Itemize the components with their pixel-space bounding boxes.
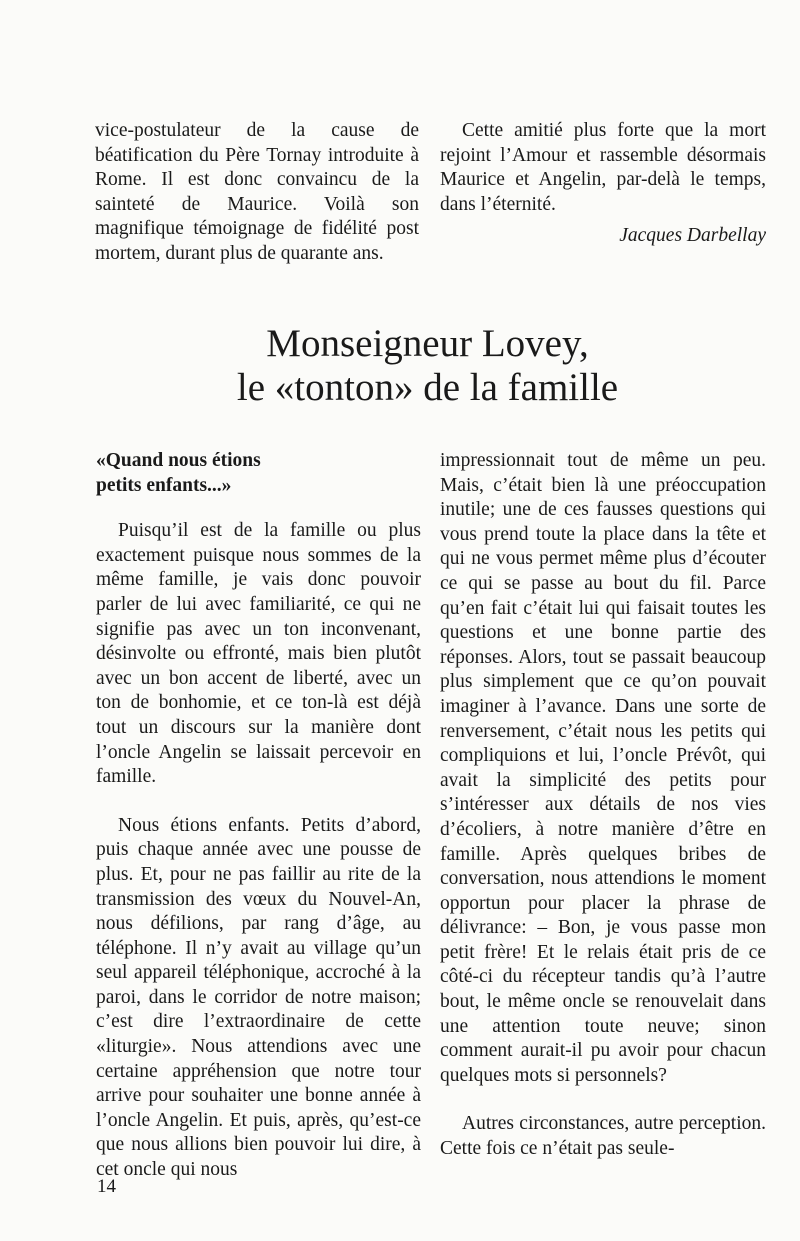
top-right-column — [440, 119, 766, 249]
paragraph-2: Nous étions enfants. Petits d’abord, puis chaque année avec une pousse de plus. Et, pour ne pas faillir au rite de la transmission des vœux du Nouvel-An, nous défilions, par rang d’âge, au téléphone. Il n’y avait au village qu’un seul appareil téléphonique, accroché à la paroi, dans le corridor de notre maison; c’est dire l’extraordinaire de cette «liturgie». Nous attendions avec une certaine appréhension que notre tour arrive pour souhaiter une bonne année à l’oncle Angelin. Et puis, après, qu’est-ce que nous allions bien pouvoir lui dire, à cet oncle qui nous — [96, 814, 421, 1181]
subheading-line1: «Quand nous étions — [96, 450, 261, 471]
article-title-line1: Monseigneur Lovey, — [266, 322, 589, 365]
article-right-column — [440, 449, 766, 1162]
subheading — [96, 449, 421, 498]
subheading-line2: petits enfants...» — [96, 474, 232, 496]
top-left-column — [95, 119, 419, 267]
article-left-column — [96, 449, 421, 1183]
signature: Jacques Darbellay — [619, 225, 766, 247]
top-left-paragraph: vice-postulateur de la cause de béatification du Père Tornay introduite à Rome. Il est donc convaincu de la sainteté de Maurice. Voilà son magnifique témoignage de fidélité post mortem, durant plus de quarante ans. — [95, 120, 419, 264]
paragraph-3: impressionnait tout de même un peu. Mais, c’était bien là une préoccupation inutile; une de ces fausses questions qui vous prend toute la place dans la tête et qui ne vous permet même plus d’écouter ce qui se passe au bout du fil. Parce qu’en fait c’était lui qui faisait toutes les questions et une bonne partie des réponses. Alors, tout se passait beaucoup plus simplement que ce qu’on pouvait imaginer à l’avance. Dans une sorte de renversement, c’était nous les petits qui compliquions et lui, l’oncle Prévôt, qui avait la simplicité des petits pour s’intéresser aux détails de nos vies d’écoliers, à notre manière d’être en famille. Après quelques bribes de conversation, nous attendions le moment opportun pour placer la phrase de délivrance: – Bon, je vous passe mon petit frère! Et le relais était pris de ce côté-ci du récepteur tandis qu’à l’autre bout, le même oncle se renouvelait dans une attention toute neuve; sinon comment aurait-il pu avoir pour chacun quelques mots si personnels? — [440, 450, 766, 1086]
article-title — [0, 322, 800, 410]
top-right-paragraph: Cette amitié plus forte que la mort rejoint l’Amour et rassemble désormais Maurice et Angelin, par-delà le temps, dans l’éternité. — [440, 120, 766, 215]
paragraph-1: Puisqu’il est de la famille ou plus exactement puisque nous sommes de la même famille, je vais donc pouvoir parler de lui avec familiarité, ce qui ne signifie pas avec un ton inconvenant, désinvolte ou effronté, mais bien plutôt avec un bon accent de liberté, avec un ton de bonhomie, et ce ton-là est déjà tout un discours sur la manière dont l’oncle Angelin se laissait percevoir en famille. — [96, 520, 421, 788]
paragraph-4: Autres circonstances, autre perception. Cette fois ce n’était pas seule- — [440, 1113, 766, 1160]
page-number: 14 — [97, 1176, 116, 1197]
article-title-line2: le «tonton» de la famille — [236, 366, 619, 409]
